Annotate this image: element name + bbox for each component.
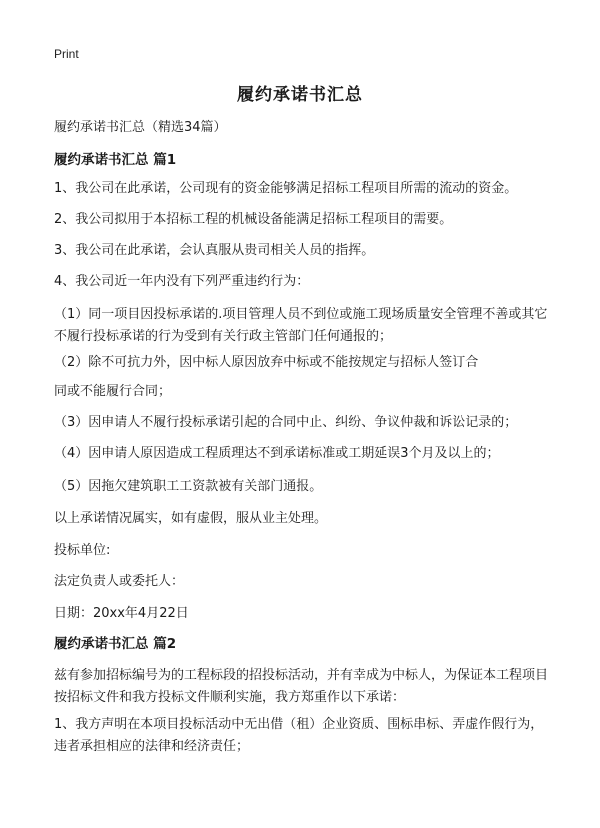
list-item: （2）除不可抗力外，因中标人原因放弃中标或不能按规定与招标人签订合 xyxy=(54,355,479,370)
paragraph: 3、我公司在此承诺，会认真服从贵司相关人员的指挥。 xyxy=(54,243,375,258)
closing-statement: 以上承诺情况属实，如有虚假，服从业主处理。 xyxy=(54,511,328,526)
date-field: 日期：20xx年4月22日 xyxy=(54,606,189,621)
section-heading-2: 履约承诺书汇总 篇2 xyxy=(54,636,177,652)
paragraph: 兹有参加招标编号为的工程标段的招投标活动，并有幸成为中标人，为保证本工程项目按招标文件和我方投标文件顺利实施，我方郑重作以下承诺： xyxy=(54,668,549,705)
list-item: （4）因申请人原因造成工程质理达不到承诺标准或工期延误3个月及以上的； xyxy=(54,446,500,461)
paragraph: 4、我公司近一年内没有下列严重违约行为： xyxy=(54,274,310,289)
paragraph: 1、我公司在此承诺，公司现有的资金能够满足招标工程项目所需的流动的资金。 xyxy=(54,181,518,196)
page-title: 履约承诺书汇总 xyxy=(237,85,363,105)
list-item: （5）因拖欠建筑职工工资款被有关部门通报。 xyxy=(54,479,323,494)
document-subtitle: 履约承诺书汇总（精选34篇） xyxy=(54,120,227,135)
paragraph: 1、我方声明在本项目投标活动中无出借（租）企业资质、围标串标、弄虚作假行为，违者承担相应的法律和经济责任； xyxy=(54,717,544,754)
list-item: （3）因申请人不履行投标承诺引起的合同中止、纠纷、争议仲裁和诉讼记录的； xyxy=(54,415,518,430)
section-heading-1: 履约承诺书汇总 篇1 xyxy=(54,152,177,168)
bidder-field: 投标单位: xyxy=(54,543,111,558)
list-item: （1）同一项目因投标承诺的.项目管理人员不到位或施工现场质量安全管理不善或其它不履行投标承诺的行为受到有关行政主管部门任何通报的； xyxy=(54,307,548,344)
legal-representative-field: 法定负责人或委托人： xyxy=(54,574,185,589)
list-item-continuation: 同或不能履行合同； xyxy=(54,384,172,399)
paragraph: 2、我公司拟用于本招标工程的机械设备能满足招标工程项目的需要。 xyxy=(54,212,453,227)
print-label: Print xyxy=(54,47,79,61)
